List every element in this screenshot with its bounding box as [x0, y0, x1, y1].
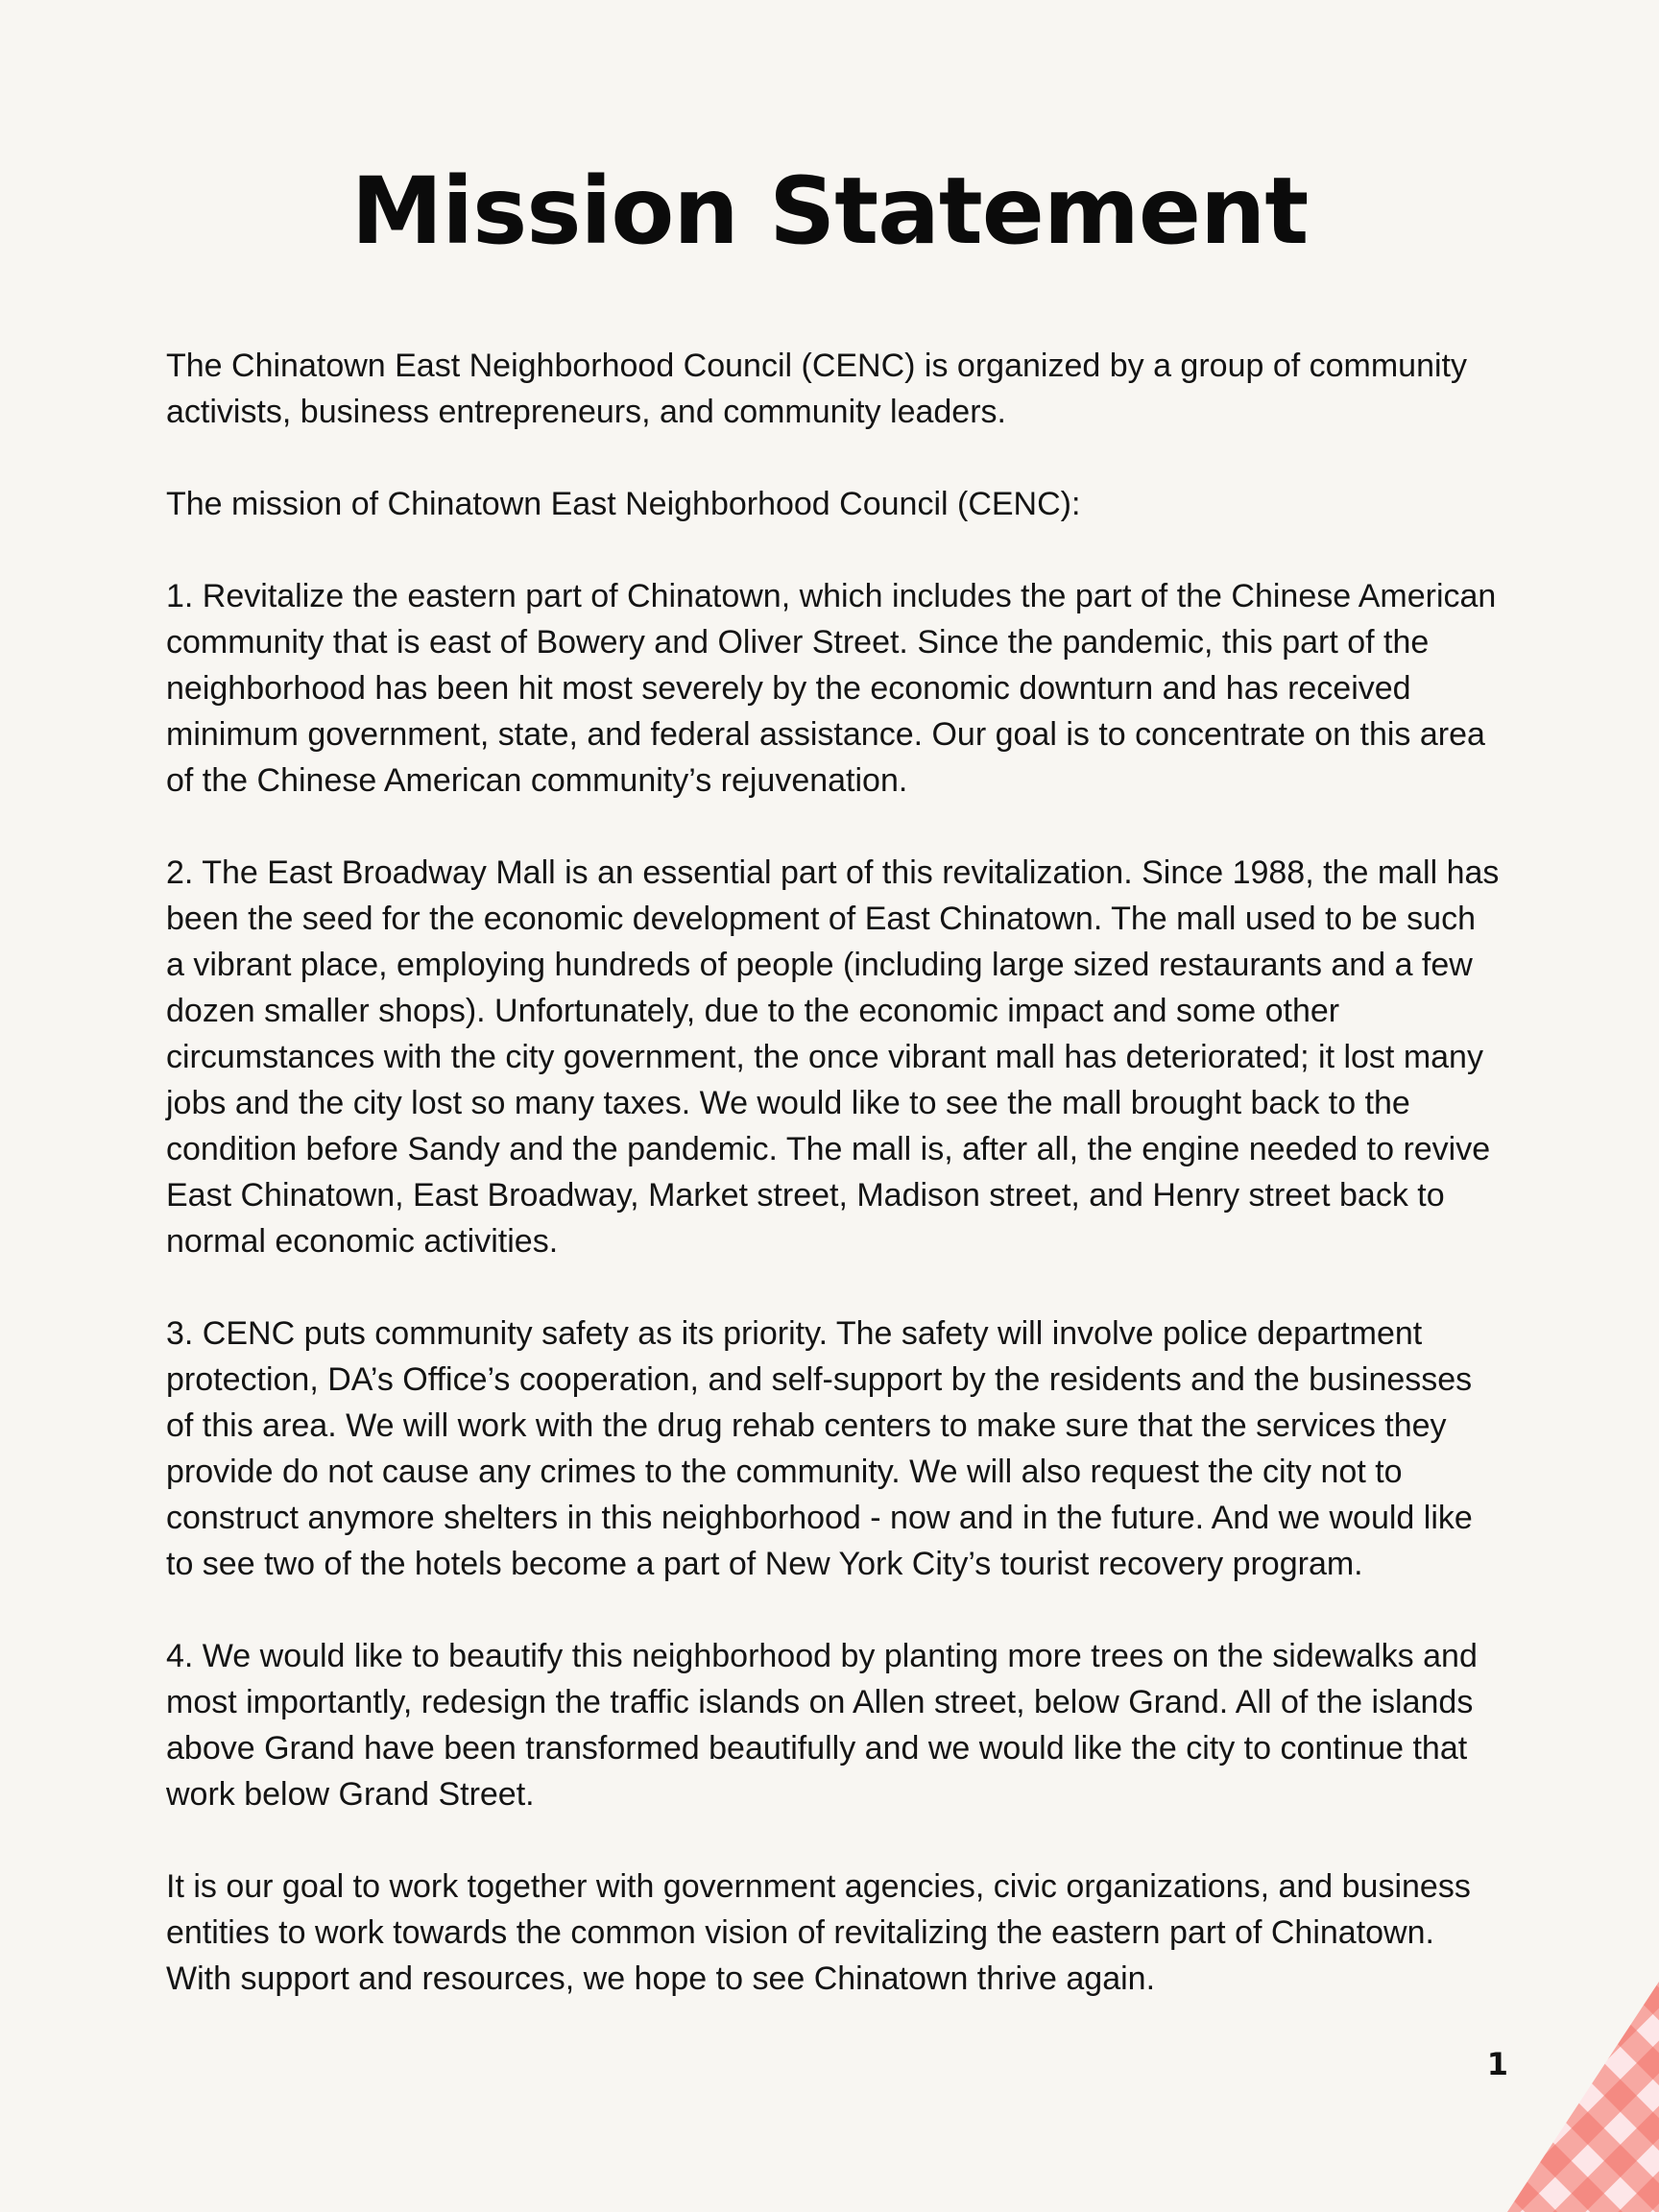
mission-item-4: 4. We would like to beautify this neighborhood by planting more trees on the sidewalks and most importantly, redesign the traffic islands on Allen street, below Grand. All of the islands above Grand have been transformed beautifully and we would like the city to continue that work below Grand Street.	[166, 1638, 1478, 1813]
mission-heading-paragraph: The mission of Chinatown East Neighborhood Council (CENC):	[166, 486, 1081, 522]
document-body	[166, 343, 1501, 2048]
mission-item-1: 1. Revitalize the eastern part of Chinatown, which includes the part of the Chinese American community that is east of Bowery and Oliver Street. Since the pandemic, this part of the neighborhood has been hit most severely by the economic downturn and has received minimum government, state, and federal assistance. Our goal is to concentrate on this area of the Chinese American community’s rejuvenation.	[166, 578, 1497, 799]
page-title: Mission Statement	[350, 157, 1309, 265]
closing-paragraph: It is our goal to work together with government agencies, civic organizations, and business entities to work towards the common vision of revitalizing the eastern part of Chinatown. With support and resources, we hope to see Chinatown thrive again.	[166, 1868, 1471, 1997]
page-number: 1	[1486, 2046, 1508, 2082]
gingham-corner-decoration	[1457, 1982, 1659, 2212]
intro-paragraph: The Chinatown East Neighborhood Council (CENC) is organized by a group of community activists, business entrepreneurs, and community leaders.	[166, 348, 1468, 430]
mission-item-3: 3. CENC puts community safety as its priority. The safety will involve police department protection, DA’s Office’s cooperation, and self-support by the residents and the businesses of this area. We will work with the drug rehab centers to make sure that the services they provide do not cause any crimes to the community. We will also request the city not to construct anymore shelters in this neighborhood - now and in the future. And we would like to see two of the hotels become a part of New York City’s tourist recovery program.	[166, 1315, 1473, 1582]
mission-item-2: 2. The East Broadway Mall is an essential part of this revitalization. Since 1988, the mall has been the seed for the economic development of East Chinatown. The mall used to be such a vibrant place, employing hundreds of people (including large sized restaurants and a few dozen smaller shops). Unfortunately, due to the economic impact and some other circumstances with the city government, the once vibrant mall has deteriorated; it lost many jobs and the city lost so many taxes. We would like to see the mall brought back to the condition before Sandy and the pandemic. The mall is, after all, the engine needed to revive East Chinatown, East Broadway, Market street, Madison street, and Henry street back to normal economic activities.	[166, 854, 1500, 1260]
